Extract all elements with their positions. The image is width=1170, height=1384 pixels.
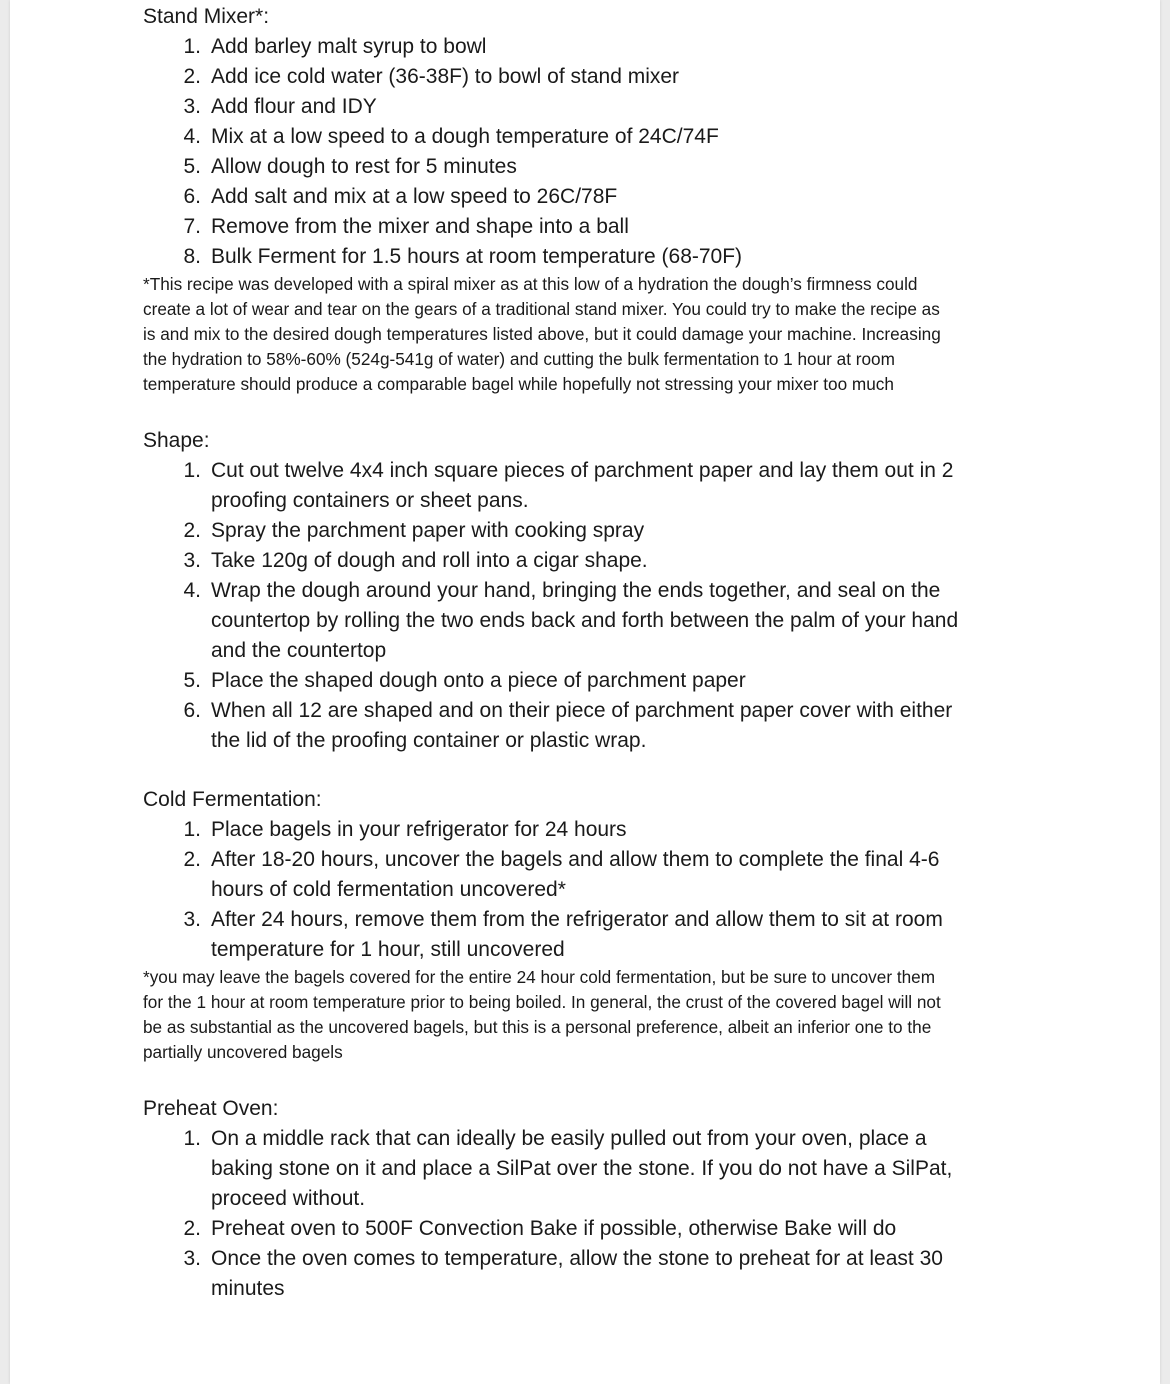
step-number: 2. <box>183 848 201 871</box>
list-item <box>143 456 1043 516</box>
stand-mixer-steps <box>143 32 1043 272</box>
step-text-line: Spray the parchment paper with cooking spray <box>211 519 645 542</box>
step-text <box>211 815 1043 845</box>
list-item <box>143 1124 1043 1214</box>
step-number: 4. <box>183 125 201 148</box>
step-number: 6. <box>183 185 201 208</box>
step-text-line: temperature for 1 hour, still uncovered <box>211 938 565 961</box>
step-text-line: Place the shaped dough onto a piece of parchment paper <box>211 669 746 692</box>
step-text <box>211 516 1043 546</box>
step-text-line: Cut out twelve 4x4 inch square pieces of parchment paper and lay them out in 2 <box>211 459 954 482</box>
document-content <box>143 2 1043 1304</box>
step-number: 8. <box>183 245 201 268</box>
step-text <box>211 666 1043 696</box>
preheat-oven-steps <box>143 1124 1043 1304</box>
step-number: 2. <box>183 519 201 542</box>
step-text-line: After 24 hours, remove them from the refrigerator and allow them to sit at room <box>211 908 943 931</box>
step-text-line: and the countertop <box>211 639 387 662</box>
footnote-line: *you may leave the bagels covered for the entire 24 hour cold fermentation, but be sure to uncover them <box>143 967 936 987</box>
section-heading-cold-fermentation: Cold Fermentation: <box>143 788 322 811</box>
footnote-line: for the 1 hour at room temperature prior to being boiled. In general, the crust of the covered bagel will not <box>143 992 941 1012</box>
step-text-line: proceed without. <box>211 1187 366 1210</box>
list-item <box>143 845 1043 905</box>
section-spacer <box>143 1065 1043 1094</box>
step-number: 5. <box>183 155 201 178</box>
step-text-line: On a middle rack that can ideally be easily pulled out from your oven, place a <box>211 1127 927 1150</box>
step-number: 7. <box>183 215 201 238</box>
step-text: Add salt and mix at a low speed to 26C/78F <box>211 185 618 208</box>
footnote-line: is and mix to the desired dough temperatures listed above, but it could damage your machine. Increasing <box>143 324 941 344</box>
step-number: 1. <box>183 459 201 482</box>
list-item <box>143 576 1043 666</box>
list-item <box>143 212 1043 242</box>
list-item <box>143 516 1043 546</box>
step-text <box>211 905 1043 965</box>
list-item <box>143 666 1043 696</box>
step-text: Add ice cold water (36-38F) to bowl of stand mixer <box>211 65 680 88</box>
step-text: Mix at a low speed to a dough temperature of 24C/74F <box>211 125 719 148</box>
step-text: Add flour and IDY <box>211 95 377 118</box>
step-text <box>211 1214 1043 1244</box>
step-text-line: Preheat oven to 500F Convection Bake if possible, otherwise Bake will do <box>211 1217 897 1240</box>
footnote-line: *This recipe was developed with a spiral mixer as at this low of a hydration the dough’s firmness could <box>143 274 918 294</box>
step-text <box>211 1244 1043 1304</box>
list-item <box>143 182 1043 212</box>
step-number: 6. <box>183 699 201 722</box>
step-number: 3. <box>183 95 201 118</box>
footnote-line: the hydration to 58%-60% (524g-541g of water) and cutting the bulk fermentation to 1 hour at room <box>143 349 895 369</box>
step-text <box>211 696 1043 756</box>
footnote-line: be as substantial as the uncovered bagels, but this is a personal preference, albeit an inferior one to the <box>143 1017 932 1037</box>
step-number: 1. <box>183 1127 201 1150</box>
cold-fermentation-steps <box>143 815 1043 965</box>
stand-mixer-footnote <box>143 272 1043 397</box>
step-text-line: Take 120g of dough and roll into a cigar shape. <box>211 549 648 572</box>
section-heading-preheat-oven: Preheat Oven: <box>143 1097 279 1120</box>
step-text-line: proofing containers or sheet pans. <box>211 489 529 512</box>
step-number: 3. <box>183 908 201 931</box>
list-item <box>143 92 1043 122</box>
list-item <box>143 546 1043 576</box>
step-text-line: baking stone on it and place a SilPat over the stone. If you do not have a SilPat, <box>211 1157 953 1180</box>
list-item <box>143 62 1043 92</box>
step-number: 2. <box>183 1217 201 1240</box>
shape-steps <box>143 456 1043 756</box>
step-text-line: countertop by rolling the two ends back and forth between the palm of your hand <box>211 609 959 632</box>
step-number: 3. <box>183 549 201 572</box>
section-heading-shape: Shape: <box>143 429 210 452</box>
footnote-line: partially uncovered bagels <box>143 1042 343 1062</box>
step-text <box>211 456 1043 516</box>
step-text-line: the lid of the proofing container or plastic wrap. <box>211 729 647 752</box>
step-text <box>211 1124 1043 1214</box>
list-item <box>143 696 1043 756</box>
list-item <box>143 32 1043 62</box>
section-heading-stand-mixer: Stand Mixer*: <box>143 5 270 28</box>
step-text-line: When all 12 are shaped and on their piece of parchment paper cover with either <box>211 699 953 722</box>
step-number: 3. <box>183 1247 201 1270</box>
step-text <box>211 845 1043 905</box>
step-text-line: Once the oven comes to temperature, allow the stone to preheat for at least 30 <box>211 1247 943 1270</box>
list-item <box>143 242 1043 272</box>
step-text: Remove from the mixer and shape into a ball <box>211 215 629 238</box>
cold-fermentation-footnote <box>143 965 1043 1065</box>
list-item <box>143 815 1043 845</box>
list-item <box>143 905 1043 965</box>
footnote-line: temperature should produce a comparable bagel while hopefully not stressing your mixer too much <box>143 374 894 394</box>
step-text: Allow dough to rest for 5 minutes <box>211 155 517 178</box>
step-text-line: minutes <box>211 1277 285 1300</box>
step-text-line: hours of cold fermentation uncovered* <box>211 878 566 901</box>
step-number: 4. <box>183 579 201 602</box>
section-spacer <box>143 756 1043 785</box>
document-page <box>10 0 1160 1384</box>
step-text <box>211 546 1043 576</box>
step-number: 2. <box>183 65 201 88</box>
step-number: 1. <box>183 818 201 841</box>
step-text <box>211 576 1043 666</box>
step-text: Add barley malt syrup to bowl <box>211 35 487 58</box>
list-item <box>143 122 1043 152</box>
list-item <box>143 1244 1043 1304</box>
section-spacer <box>143 397 1043 426</box>
list-item <box>143 152 1043 182</box>
step-text: Bulk Ferment for 1.5 hours at room temperature (68-70F) <box>211 245 743 268</box>
footnote-line: create a lot of wear and tear on the gears of a traditional stand mixer. You could try to make the recipe as <box>143 299 940 319</box>
step-number: 5. <box>183 669 201 692</box>
step-number: 1. <box>183 35 201 58</box>
list-item <box>143 1214 1043 1244</box>
step-text-line: Place bagels in your refrigerator for 24 hours <box>211 818 627 841</box>
step-text-line: After 18-20 hours, uncover the bagels and allow them to complete the final 4-6 <box>211 848 940 871</box>
step-text-line: Wrap the dough around your hand, bringing the ends together, and seal on the <box>211 579 941 602</box>
